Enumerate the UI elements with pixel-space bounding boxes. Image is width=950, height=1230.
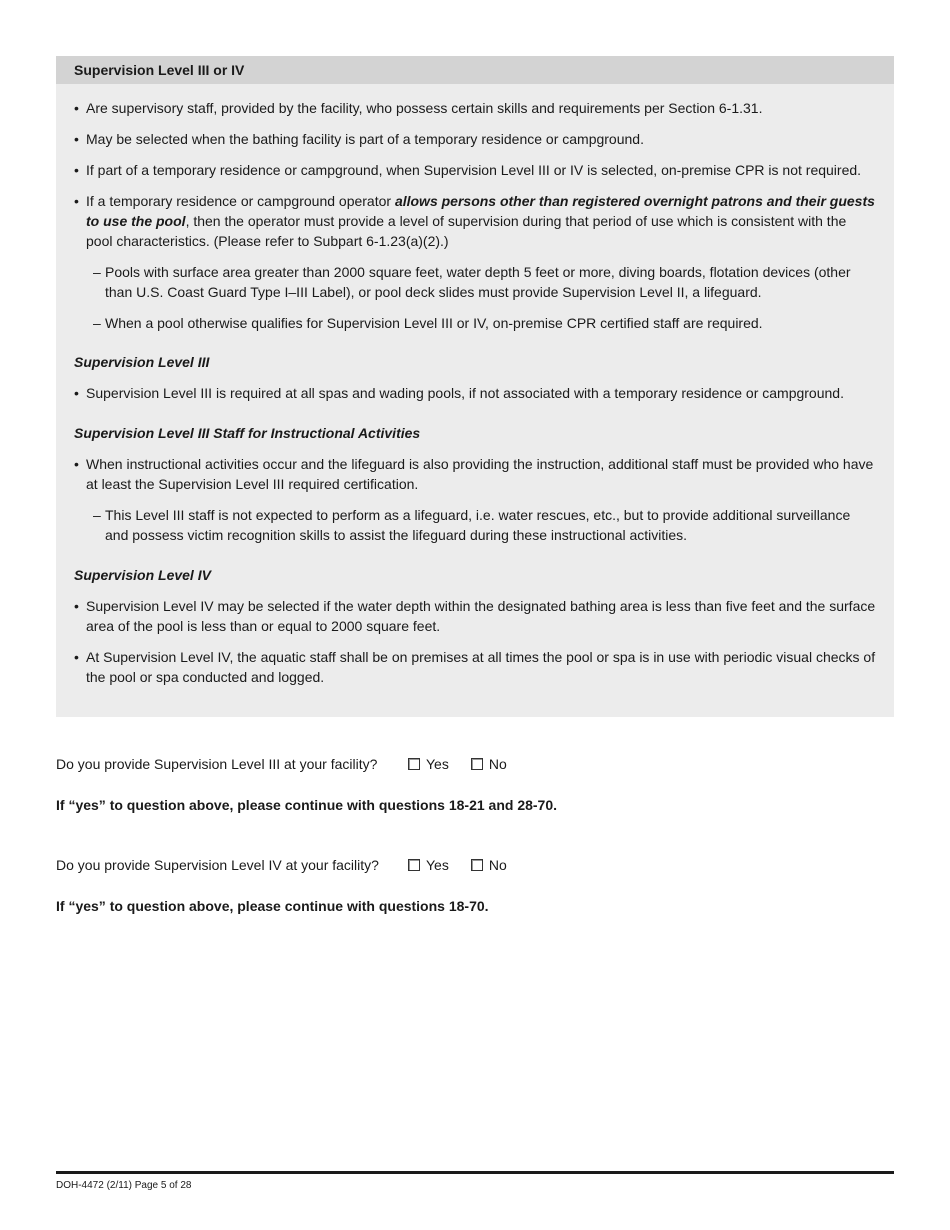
bullet-item: • At Supervision Level IV, the aquatic staff shall be on premises at all times the pool or spa is in use with periodic visual checks of the pool or spa conducted and logged. <box>74 647 876 687</box>
sub-item: – This Level III staff is not expected to perform as a lifeguard, i.e. water rescues, etc., but to provide additional surveillance and possess victim recognition skills to assist the lifeguard during these instructional activities. <box>74 505 876 545</box>
yes-label: Yes <box>426 756 449 772</box>
supervision-info-panel <box>56 56 894 717</box>
yes-label: Yes <box>426 857 449 873</box>
no-label: No <box>488 756 507 772</box>
page-footer: DOH-4472 (2/11) Page 5 of 28 <box>56 1180 192 1191</box>
bullet-item: • May be selected when the bathing facility is part of a temporary residence or campground. <box>74 129 876 149</box>
instructional-heading: Supervision Level III Staff for Instructional Activities <box>74 425 421 441</box>
level3-yes-checkbox[interactable] <box>408 758 420 770</box>
footer-divider <box>56 1171 894 1174</box>
question-text: Do you provide Supervision Level III at your facility? <box>56 756 378 772</box>
operator-bullet <box>74 191 876 251</box>
level3-yes-option[interactable] <box>408 754 449 774</box>
level3-note: If “yes” to question above, please continue with questions 18-21 and 28-70. <box>56 797 558 813</box>
bullet-item: • Are supervisory staff, provided by the facility, who possess certain skills and requirements per Section 6-1.31. <box>74 98 876 118</box>
level3-heading: Supervision Level III <box>74 354 210 370</box>
level4-no-checkbox[interactable] <box>471 859 483 871</box>
operator-bullet-pre: If a temporary residence or campground operator <box>86 193 395 209</box>
no-label: No <box>488 857 507 873</box>
bullet-item: • Supervision Level IV may be selected if the water depth within the designated bathing area is less than five feet and the surface area of the pool is less than or equal to 2000 square feet. <box>74 596 876 636</box>
sub-item: – Pools with surface area greater than 2000 square feet, water depth 5 feet or more, diving boards, flotation devices (other than U.S. Coast Guard Type I–III Label), or pool deck slides must provide Supervision Level II, a lifeguard. <box>74 262 876 302</box>
level4-note: If “yes” to question above, please continue with questions 18-70. <box>56 898 489 914</box>
level3-question <box>56 754 529 774</box>
level3-no-checkbox[interactable] <box>471 758 483 770</box>
operator-bullet-emphasis: allows persons other than registered overnight patrons and their guests to use the pool <box>86 193 875 229</box>
level4-yes-checkbox[interactable] <box>408 859 420 871</box>
level4-yes-option[interactable] <box>408 855 449 875</box>
level4-question <box>56 855 529 875</box>
level3-no-option[interactable] <box>471 754 507 774</box>
level4-heading: Supervision Level IV <box>74 567 211 583</box>
bullet-item: • Supervision Level III is required at all spas and wading pools, if not associated with a temporary residence or campground. <box>74 383 876 403</box>
level4-no-option[interactable] <box>471 855 507 875</box>
question-text: Do you provide Supervision Level IV at your facility? <box>56 857 379 873</box>
sub-item: – When a pool otherwise qualifies for Supervision Level III or IV, on-premise CPR certified staff are required. <box>74 313 876 333</box>
bullet-item: • If part of a temporary residence or campground, when Supervision Level III or IV is selected, on-premise CPR is not required. <box>74 160 876 180</box>
bullet-item: • When instructional activities occur and the lifeguard is also providing the instruction, additional staff must be provided who have at least the Supervision Level III required certification. <box>74 454 876 494</box>
panel-title: Supervision Level III or IV <box>56 56 894 84</box>
operator-bullet-post: , then the operator must provide a level of supervision during that period of use which is consistent with the pool characteristics. (Please refer to Subpart 6-1.23(a)(2).) <box>86 213 847 249</box>
